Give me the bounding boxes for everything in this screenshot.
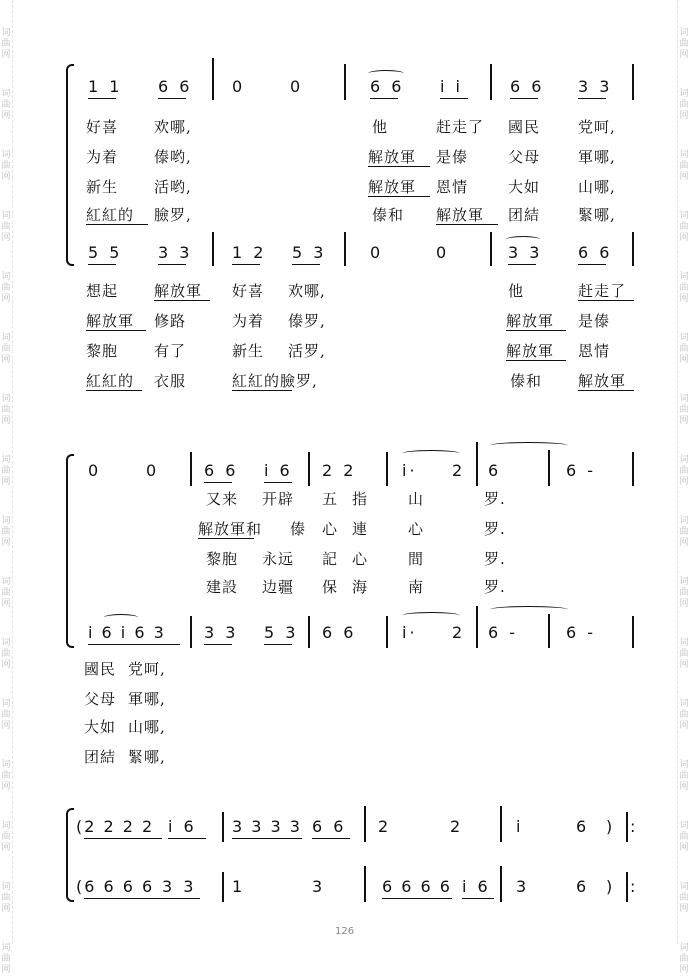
note-group: 3 3: [204, 623, 239, 642]
lyric: 連: [352, 520, 369, 538]
bar-line: [632, 452, 634, 486]
note-group: 6 6: [322, 623, 357, 642]
note-group: 3 3: [578, 77, 613, 96]
lyric: 解放軍: [368, 148, 417, 166]
lyric: 解放軍: [436, 206, 485, 224]
beam: [382, 898, 452, 899]
bar-line: [344, 64, 346, 100]
bar-line: [212, 232, 214, 266]
note-group: 6 6: [312, 817, 347, 836]
bar-line: [632, 616, 634, 648]
note-group: 0: [232, 77, 246, 96]
beam: [264, 482, 292, 483]
lyric: 軍哪,: [578, 148, 616, 166]
lyric: 大如: [84, 718, 117, 736]
note-group: i·: [402, 461, 418, 480]
note-group: 6 6: [158, 77, 193, 96]
lyric: 团結: [508, 206, 541, 224]
note-group: i i: [440, 77, 463, 96]
lyric: 傣和: [372, 206, 405, 224]
note-group: 0: [88, 461, 102, 480]
lyric: 边疆: [262, 578, 295, 596]
beam: [204, 644, 232, 645]
lyric: 山哪,: [128, 718, 166, 736]
beam: [440, 98, 468, 99]
lyric: 黎胞: [206, 550, 239, 568]
lyric: 好喜: [86, 118, 119, 136]
lyric: 新生: [86, 178, 119, 196]
bar-line: [364, 806, 366, 842]
lyric: 活哟,: [154, 178, 192, 196]
lyric: 赶走了: [436, 118, 485, 136]
lyric: 臉罗,: [154, 206, 192, 224]
bar-line: [222, 812, 224, 842]
watermark-text: 词曲网: [679, 577, 689, 609]
lyric: 海: [352, 578, 369, 596]
watermark-text: 词曲网: [679, 943, 689, 975]
lyric: 开辟: [262, 490, 295, 508]
lyric: 解放軍: [506, 342, 555, 360]
lyric: 是傣: [578, 312, 611, 330]
lyric-underline: [86, 224, 148, 225]
lyric: 党呵,: [128, 660, 166, 678]
note-group: 5 5: [88, 243, 123, 262]
note-group: 5 3: [264, 623, 299, 642]
lyric: 心: [408, 520, 425, 538]
lyric: 紅紅的臉罗,: [232, 372, 318, 390]
watermark-text: 词曲网: [1, 821, 11, 853]
bar-line: [490, 64, 492, 100]
note-group: 1 2: [232, 243, 267, 262]
lyric: 他: [508, 282, 525, 300]
bar-line: [548, 450, 550, 486]
lyric: 父母: [508, 148, 541, 166]
note-group: ): [606, 877, 616, 896]
watermark-right: [677, 0, 690, 975]
note-group: 0: [436, 243, 450, 262]
slur: [104, 614, 138, 621]
watermark-text: 词曲网: [1, 455, 11, 487]
lyric: 有了: [154, 342, 187, 360]
watermark-text: 词曲网: [679, 89, 689, 121]
lyric: 罗.: [484, 550, 506, 568]
watermark-text: 词曲网: [679, 760, 689, 792]
note-group: 5 3: [292, 243, 327, 262]
beam: [204, 482, 232, 483]
lyric-underline: [368, 166, 430, 167]
bar-line: [308, 452, 310, 486]
lyric: 解放軍: [154, 282, 203, 300]
lyric: 間: [408, 550, 425, 568]
note-group: i 6: [462, 877, 491, 896]
bar-line: [476, 606, 478, 648]
bar-line: [190, 452, 192, 486]
note-group: 6 6: [578, 243, 613, 262]
beam: [158, 264, 186, 265]
bar-line: [222, 872, 224, 902]
lyric: 保: [322, 578, 339, 596]
watermark-text: 词曲网: [1, 211, 11, 243]
beam: [510, 98, 538, 99]
lyric: 解放軍: [368, 178, 417, 196]
lyric-underline: [232, 390, 292, 391]
lyric: 傣和: [510, 372, 543, 390]
lyric: 衣服: [154, 372, 187, 390]
lyric: 南: [408, 578, 425, 596]
note-group: i·: [402, 623, 418, 642]
lyric: 赶走了: [578, 282, 627, 300]
beam: [232, 264, 260, 265]
note-group: 0: [370, 243, 384, 262]
bar-line: [364, 866, 366, 902]
beam: [578, 98, 606, 99]
lyric: 永远: [262, 550, 295, 568]
lyric: 心: [322, 520, 339, 538]
lyric: 新生: [232, 342, 265, 360]
beam: [84, 898, 162, 899]
watermark-text: 词曲网: [679, 882, 689, 914]
watermark-text: 词曲网: [679, 516, 689, 548]
lyric: 活罗,: [288, 342, 326, 360]
watermark-text: 词曲网: [679, 272, 689, 304]
repeat-sign: :: [630, 877, 639, 896]
slur: [490, 442, 568, 449]
watermark-text: 词曲网: [1, 272, 11, 304]
lyric: 傣哟,: [154, 148, 192, 166]
watermark-text: 词曲网: [679, 333, 689, 365]
lyric: 罗.: [484, 578, 506, 596]
bar-line: [490, 232, 492, 266]
lyric: 罗.: [484, 490, 506, 508]
lyric: 大如: [508, 178, 541, 196]
page-number: 126: [335, 926, 355, 937]
system-brace: [66, 454, 74, 648]
watermark-text: 词曲网: [679, 821, 689, 853]
lyric: 是傣: [436, 148, 469, 166]
lyric: 父母: [84, 690, 117, 708]
note-group: 6 6: [370, 77, 405, 96]
bar-line: [632, 64, 634, 100]
note-group: 1: [232, 877, 246, 896]
note-group: (6 6 6 6: [76, 877, 155, 896]
note-group: i: [516, 817, 524, 836]
lyric: 想起: [86, 282, 119, 300]
watermark-text: 词曲网: [1, 638, 11, 670]
system-brace: [66, 808, 74, 902]
lyric: 山: [408, 490, 425, 508]
note-group: 6 6: [510, 77, 545, 96]
lyric: 紅紅的: [86, 372, 135, 390]
watermark-text: 词曲网: [1, 150, 11, 182]
slur: [402, 450, 460, 457]
beam: [264, 644, 292, 645]
bar-line: [190, 616, 192, 648]
lyric: 团結: [84, 748, 117, 766]
slur: [506, 236, 540, 243]
lyric-underline: [506, 360, 566, 361]
beam: [88, 644, 180, 645]
lyric: 山哪,: [578, 178, 616, 196]
bar-line: [500, 806, 502, 842]
lyric: 記: [322, 550, 339, 568]
slur: [402, 612, 460, 619]
watermark-text: 词曲网: [1, 943, 11, 975]
watermark-text: 词曲网: [679, 638, 689, 670]
note-group: 0: [290, 77, 304, 96]
note-group: 1 1: [88, 77, 123, 96]
lyric: 建設: [206, 578, 239, 596]
note-group: 2: [452, 623, 466, 642]
watermark-text: 词曲网: [679, 699, 689, 731]
beam: [508, 264, 536, 265]
lyric: 解放軍: [506, 312, 555, 330]
lyric: 他: [372, 118, 389, 136]
lyric: 好喜: [232, 282, 265, 300]
bar-line: [500, 866, 502, 902]
note-group: i 6 i 6 3: [88, 623, 166, 642]
slur: [490, 606, 568, 613]
note-group: 3 3 3 3: [232, 817, 302, 836]
lyric: 欢哪,: [288, 282, 326, 300]
watermark-text: 词曲网: [1, 516, 11, 548]
beam: [292, 264, 320, 265]
lyric-underline: [86, 390, 142, 391]
watermark-text: 词曲网: [679, 28, 689, 60]
lyric: 为着: [232, 312, 265, 330]
note-group: i 6: [168, 817, 197, 836]
note-group: 6 -: [566, 623, 597, 642]
repeat-sign: :: [630, 817, 639, 836]
bar-line: [386, 452, 388, 486]
note-group: ): [606, 817, 616, 836]
beam: [312, 838, 350, 839]
lyric: 欢哪,: [154, 118, 192, 136]
note-group: 3 3: [508, 243, 543, 262]
watermark-text: 词曲网: [679, 455, 689, 487]
beam: [168, 838, 206, 839]
lyric: 解放軍: [578, 372, 627, 390]
lyric: 解放軍和: [198, 520, 263, 538]
bar-line: [632, 232, 634, 266]
bar-line: [386, 616, 388, 648]
watermark-text: 词曲网: [679, 211, 689, 243]
note-group: 6 -: [566, 461, 597, 480]
lyric: 緊哪,: [128, 748, 166, 766]
bar-line: [626, 872, 628, 902]
lyric: 傣: [290, 520, 307, 538]
lyric-underline: [578, 390, 634, 391]
lyric: 又来: [206, 490, 239, 508]
lyric: 黎胞: [86, 342, 119, 360]
lyric: 五: [322, 490, 339, 508]
system-brace: [66, 64, 74, 266]
note-group: 6: [576, 877, 590, 896]
watermark-text: 词曲网: [1, 394, 11, 426]
lyric: 緊哪,: [578, 206, 616, 224]
lyric-underline: [86, 330, 146, 331]
lyric-underline: [436, 224, 498, 225]
beam: [232, 838, 302, 839]
bar-line: [548, 614, 550, 648]
lyric-underline: [198, 538, 254, 539]
note-group: 3 3: [158, 243, 193, 262]
watermark-text: 词曲网: [1, 577, 11, 609]
beam: [578, 264, 606, 265]
note-group: 2 2: [322, 461, 357, 480]
lyric: 解放軍: [86, 312, 135, 330]
lyric: 党呵,: [578, 118, 616, 136]
beam: [88, 264, 116, 265]
note-group: (2 2 2 2: [76, 817, 155, 836]
note-group: 3 3: [162, 877, 197, 896]
lyric: 心: [352, 550, 369, 568]
note-group: 0: [146, 461, 160, 480]
beam: [370, 98, 398, 99]
lyric: 傣罗,: [288, 312, 326, 330]
watermark-text: 词曲网: [679, 150, 689, 182]
note-group: 6 6 6 6: [382, 877, 452, 896]
watermark-text: 词曲网: [1, 28, 11, 60]
note-group: 2: [450, 817, 464, 836]
note-group: 2: [452, 461, 466, 480]
note-group: 3: [312, 877, 326, 896]
watermark-text: 词曲网: [1, 882, 11, 914]
lyric: 國民: [84, 660, 117, 678]
watermark-text: 词曲网: [1, 760, 11, 792]
note-group: 6 6: [204, 461, 239, 480]
bar-line: [626, 812, 628, 842]
watermark-left: [0, 0, 13, 975]
lyric: 恩情: [436, 178, 469, 196]
watermark-text: 词曲网: [679, 394, 689, 426]
note-group: 6: [576, 817, 590, 836]
watermark-text: 词曲网: [1, 89, 11, 121]
beam: [462, 898, 494, 899]
watermark-text: 词曲网: [1, 699, 11, 731]
lyric-underline: [506, 330, 566, 331]
bar-line: [476, 442, 478, 486]
lyric: 軍哪,: [128, 690, 166, 708]
lyric: 紅紅的: [86, 206, 135, 224]
bar-line: [344, 232, 346, 266]
beam: [158, 98, 186, 99]
note-group: 3: [516, 877, 530, 896]
lyric: 修路: [154, 312, 187, 330]
lyric: 罗.: [484, 520, 506, 538]
lyric-underline: [368, 196, 430, 197]
lyric: 为着: [86, 148, 119, 166]
lyric-underline: [154, 300, 210, 301]
bar-line: [212, 58, 214, 100]
lyric: 恩情: [578, 342, 611, 360]
slur: [368, 70, 404, 77]
note-group: 6 -: [488, 623, 519, 642]
beam: [88, 98, 116, 99]
lyric: 指: [352, 490, 369, 508]
watermark-text: 词曲网: [1, 333, 11, 365]
note-group: 6: [488, 461, 502, 480]
lyric: 國民: [508, 118, 541, 136]
bar-line: [308, 616, 310, 648]
beam: [84, 838, 162, 839]
note-group: i 6: [264, 461, 293, 480]
note-group: 2: [378, 817, 392, 836]
lyric-underline: [578, 300, 634, 301]
beam: [162, 898, 200, 899]
